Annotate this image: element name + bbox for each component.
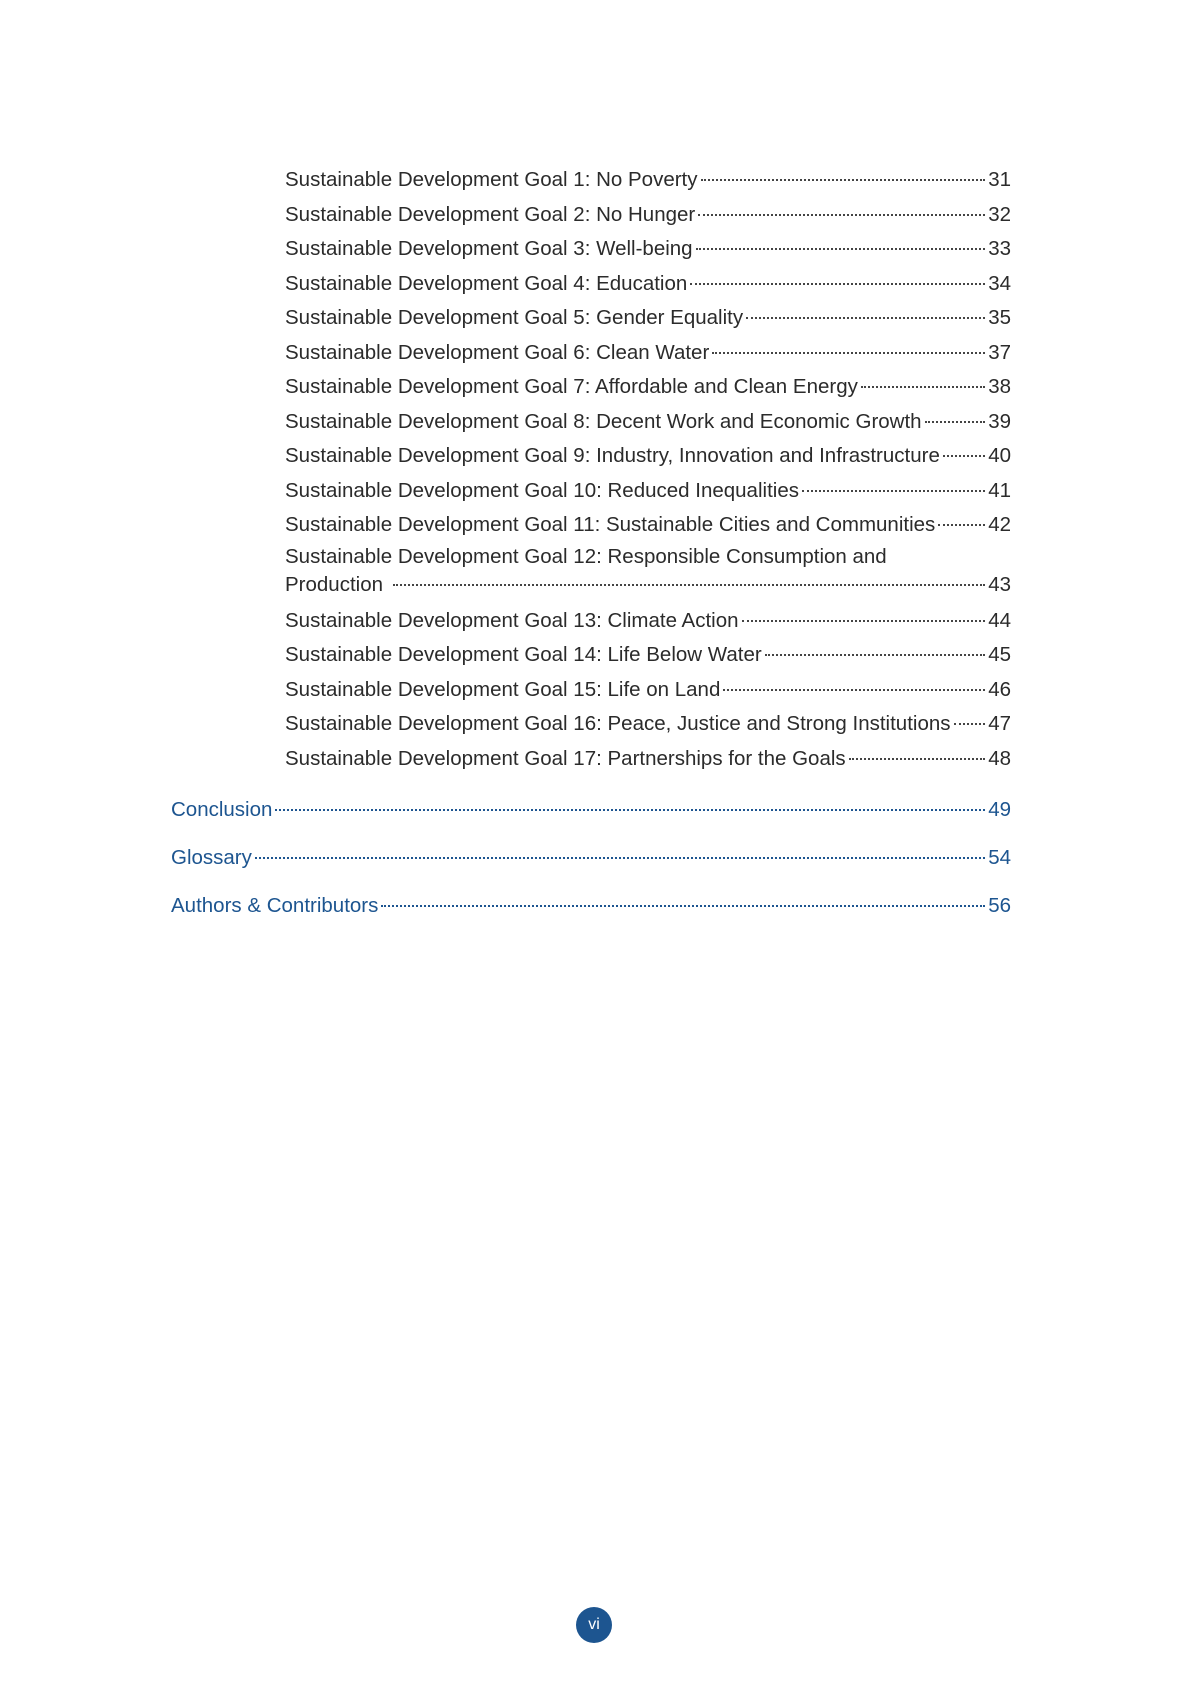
- toc-entry-sdg-17[interactable]: [285, 742, 1011, 777]
- toc-entry-title: Sustainable Development Goal 10: Reduced Inequalities: [285, 478, 799, 502]
- toc-entry-page: 35: [988, 306, 1011, 329]
- toc-entry-page: 34: [988, 271, 1011, 295]
- toc-entry-page: 33: [988, 237, 1011, 260]
- toc-entry-title: Sustainable Development Goal 6: Clean Water: [285, 340, 710, 364]
- toc-entry-sdg-4[interactable]: [285, 267, 1011, 302]
- dot-leader: [925, 421, 986, 423]
- dot-leader: [938, 524, 985, 526]
- dot-leader: [701, 179, 986, 181]
- toc-entry-sdg-8[interactable]: [285, 405, 1011, 440]
- toc-entry-sdg-16[interactable]: [285, 707, 1011, 742]
- dot-leader: [849, 758, 986, 760]
- toc-entry-title: Sustainable Development Goal 16: Peace, Justice and Strong Institutions: [285, 712, 951, 735]
- toc-entry-title: Sustainable Development Goal 5: Gender Equality: [285, 306, 744, 329]
- toc-entry-page: 44: [988, 608, 1011, 632]
- dot-leader: [275, 809, 985, 811]
- sdg-entries: [171, 163, 1011, 776]
- dot-leader: [698, 214, 985, 216]
- toc-entry-sdg-1[interactable]: [285, 163, 1011, 198]
- dot-leader: [381, 905, 985, 907]
- toc-entry-authors-contributors[interactable]: [171, 882, 1011, 930]
- toc-entry-page: 31: [988, 168, 1011, 191]
- toc-entry-page: 47: [988, 712, 1011, 735]
- dot-leader: [861, 386, 985, 388]
- toc-entry-sdg-2[interactable]: [285, 198, 1011, 233]
- table-of-contents: [171, 163, 1011, 930]
- toc-entry-title: Sustainable Development Goal 15: Life on Land: [285, 677, 721, 701]
- dot-leader: [255, 857, 985, 859]
- toc-entry-title: Sustainable Development Goal 11: Sustainable Cities and Communities: [285, 513, 936, 536]
- toc-entry-sdg-5[interactable]: [285, 301, 1011, 336]
- dot-leader: [802, 490, 985, 492]
- toc-entry-title: Sustainable Development Goal 3: Well-being: [285, 237, 693, 260]
- dot-leader: [765, 654, 985, 656]
- toc-entry-title: Sustainable Development Goal 2: No Hunger: [285, 202, 696, 226]
- toc-entry-title: Sustainable Development Goal 4: Education: [285, 271, 688, 295]
- toc-entry-page: 40: [988, 444, 1011, 467]
- toc-entry-title: Conclusion: [171, 798, 273, 821]
- toc-entry-sdg-9[interactable]: [285, 439, 1011, 474]
- toc-entry-page: 45: [988, 643, 1011, 666]
- toc-entry-conclusion[interactable]: [171, 786, 1011, 834]
- toc-entry-sdg-14[interactable]: [285, 638, 1011, 673]
- toc-entry-title-continued: Production: [285, 572, 384, 596]
- toc-entry-sdg-11[interactable]: [285, 508, 1011, 543]
- toc-entry-page: 56: [988, 894, 1011, 917]
- toc-entry-sdg-6[interactable]: [285, 336, 1011, 371]
- toc-entry-title: Glossary: [171, 846, 252, 869]
- dot-leader: [954, 723, 986, 725]
- toc-entry-page: 43: [988, 572, 1011, 596]
- page-number-badge: vi: [576, 1607, 612, 1643]
- toc-entry-page: 48: [988, 746, 1011, 770]
- dot-leader: [393, 584, 985, 586]
- toc-entry-title: Sustainable Development Goal 13: Climate Action: [285, 608, 739, 632]
- toc-entry-title: Sustainable Development Goal 12: Responsible Consumption and: [285, 544, 887, 568]
- toc-entry-title: Sustainable Development Goal 9: Industry, Innovation and Infrastructure: [285, 444, 940, 467]
- toc-entry-page: 41: [988, 478, 1011, 502]
- toc-entry-title: Sustainable Development Goal 8: Decent Work and Economic Growth: [285, 409, 922, 433]
- main-section-entries: [171, 786, 1011, 930]
- dot-leader: [943, 455, 985, 457]
- toc-entry-page: 37: [988, 340, 1011, 364]
- toc-entry-title: Authors & Contributors: [171, 894, 379, 917]
- toc-entry-title: Sustainable Development Goal 17: Partnerships for the Goals: [285, 746, 846, 770]
- toc-entry-sdg-15[interactable]: [285, 673, 1011, 708]
- toc-entry-glossary[interactable]: [171, 834, 1011, 882]
- toc-entry-title: Sustainable Development Goal 1: No Poverty: [285, 168, 698, 191]
- dot-leader: [712, 352, 985, 354]
- toc-entry-page: 49: [988, 798, 1011, 821]
- toc-entry-title: Sustainable Development Goal 7: Affordable and Clean Energy: [285, 375, 858, 398]
- dot-leader: [690, 283, 985, 285]
- toc-entry-sdg-10[interactable]: [285, 474, 1011, 509]
- toc-entry-page: 32: [988, 202, 1011, 226]
- toc-entry-page: 46: [988, 677, 1011, 701]
- toc-entry-page: 39: [988, 409, 1011, 433]
- toc-entry-page: 38: [988, 375, 1011, 398]
- dot-leader: [746, 317, 985, 319]
- dot-leader: [723, 689, 985, 691]
- toc-entry-sdg-3[interactable]: [285, 232, 1011, 267]
- dot-leader: [696, 248, 986, 250]
- toc-entry-page: 42: [988, 513, 1011, 536]
- dot-leader: [742, 620, 986, 622]
- toc-entry-sdg-12[interactable]: [285, 543, 1011, 604]
- toc-entry-title: Sustainable Development Goal 14: Life Below Water: [285, 643, 762, 666]
- toc-entry-second-line: [285, 571, 1011, 604]
- toc-entry-sdg-7[interactable]: [285, 370, 1011, 405]
- toc-entry-page: 54: [988, 846, 1011, 869]
- toc-entry-sdg-13[interactable]: [285, 604, 1011, 639]
